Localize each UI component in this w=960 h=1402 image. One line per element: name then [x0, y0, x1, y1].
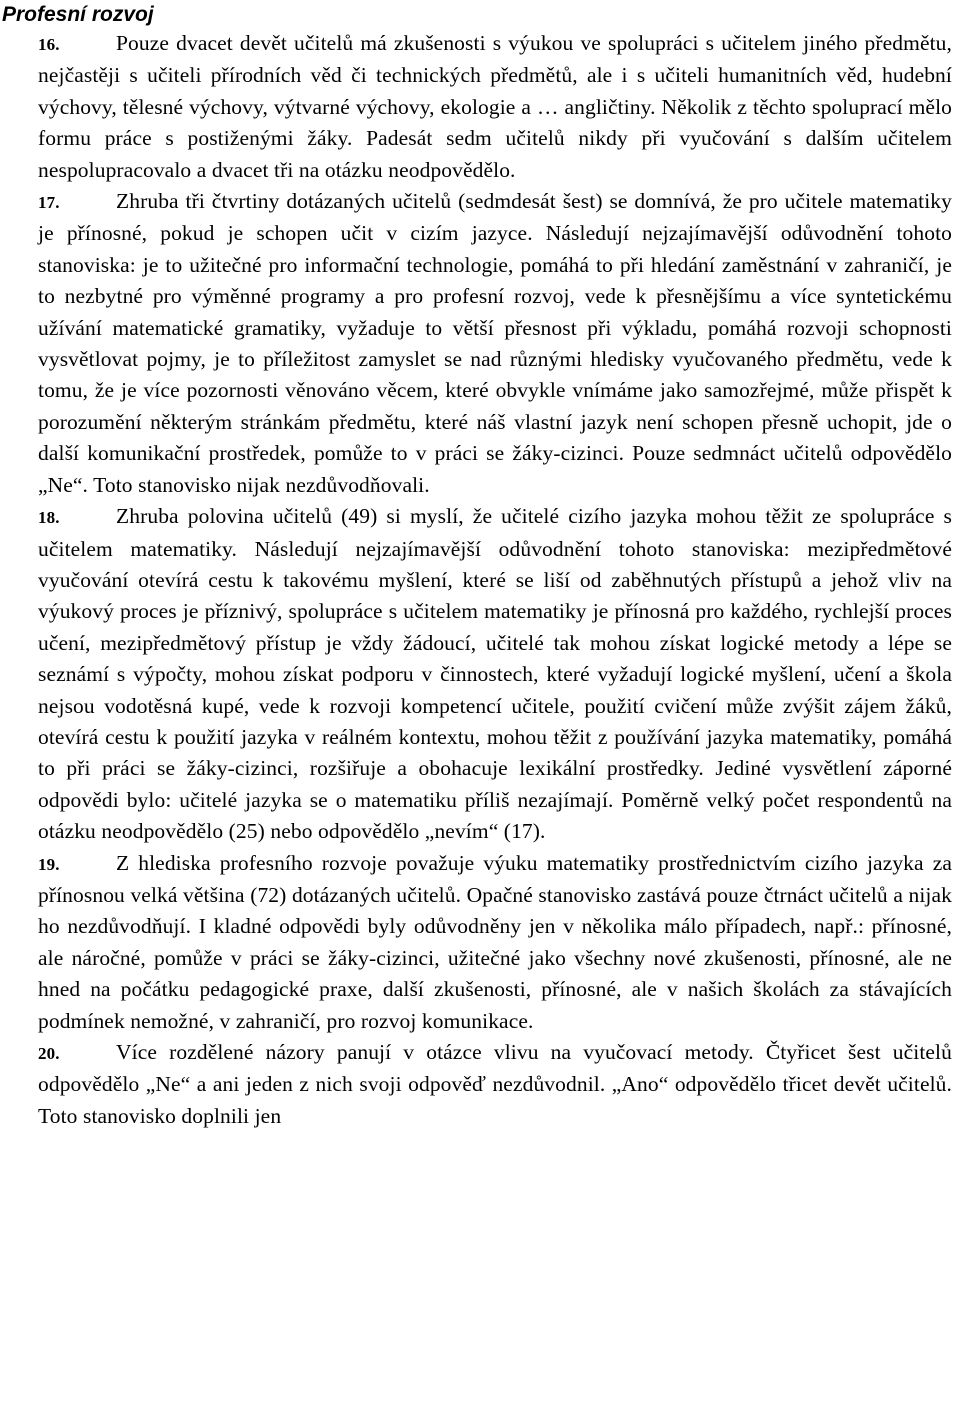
paragraph-17: [38, 186, 952, 501]
paragraph-text: Více rozdělené názory panují v otázce vlivu na vyučovací metody. Čtyřicet šest učitelů odpovědělo „Ne“ a ani jeden z nich svoji odpověď nezdůvodnil. „Ano“ odpovědělo třicet devět učitelů. Toto stanovisko doplnili jen: [38, 1040, 952, 1128]
paragraph-text: Z hlediska profesního rozvoje považuje výuku matematiky prostřednictvím cizího jazyka za přínosnou velká většina (72) dotázaných učitelů. Opačné stanovisko zastává pouze čtrnáct učitelů a nijak ho nezdůvodňují. I kladné odpovědi byly odůvodněny jen v několika málo případech, např.: přínosné, ale náročné, pomůže v práci se žáky-cizinci, užitečné jako všechny nové zkušenosti, přínosné, ale ne hned na počátku pedagogické praxe, další zkušenosti, přínosné, ale v našich školách za stávajících podmínek nemožné, v zahraničí, pro rozvoj komunikace.: [38, 850, 952, 1033]
paragraph-text: Zhruba polovina učitelů (49) si myslí, že učitelé cizího jazyka mohou těžit ze spolupráce s učitelem matematiky. Následují nejzajímavější odůvodnění tohoto stanoviska: mezipředmětové vyučování otevírá cestu k takovému myšlení, které se liší od zaběhnutých přístupů a jehož vliv na výukový proces je příznivý, spolupráce s učitelem matematiky je přínosná pro každého, rychlejší proces učení, mezipředmětový přístup je vždy žádoucí, učitelé tak mohou získat logické metody a lépe se seznámí s výpočty, mohou získat podporu v činnostech, které vyžadují logické myšlení, učení a škola nejsou vodotěsná kupé, vede k rozvoji kompetencí učitele, použití cvičení může zvýšit zájem žáků, otevírá cestu k použití jazyka v reálném kontextu, mohou těžit z používání jazyka matematiky, pomáhá to při práci se žáky-cizinci, rozšiřuje a obohacuje lexikální prostředky. Jediné vysvětlení záporné odpovědi bylo: učitelé jazyka se o matematiku příliš nezajímají. Poměrně velký počet respondentů na otázku neodpovědělo (25) nebo odpovědělo „nevím“ (17).: [38, 504, 952, 844]
paragraph-19: [38, 848, 952, 1037]
paragraph-16: [38, 28, 952, 186]
item-number: 19.: [38, 854, 60, 874]
item-number: 17.: [38, 193, 60, 213]
paragraph-text: Pouze dvacet devět učitelů má zkušenosti s výukou ve spolupráci s učitelem jiného předmětu, nejčastěji s učiteli přírodních věd či technických předmětů, ale i s učiteli humanitních věd, hudební výchovy, tělesné výchovy, výtvarné výchovy, ekologie a … angličtiny. Několik z těchto spoluprací mělo formu práce s postiženými žáky. Padesát sedm učitelů nikdy při vyučování s dalším učitelem nespolupracovalo a dvacet tři na otázku neodpovědělo.: [38, 31, 952, 182]
item-number: 20.: [38, 1044, 60, 1063]
item-number: 18.: [38, 508, 60, 528]
paragraph-18: [38, 501, 952, 847]
paragraph-text: Zhruba tři čtvrtiny dotázaných učitelů (sedmdesát šest) se domnívá, že pro učitele matematiky je přínosné, pokud je schopen učit v cizím jazyce. Následují nejzajímavější odůvodnění tohoto stanoviska: je to užitečné pro informační technologie, pomáhá to při hledání zaměstnání v zahraničí, je to nezbytné pro výměnné programy a pro profesní rozvoj, vede k přesnějšímu a více syntetickému užívání matematické gramatiky, vyžaduje to větší přesnost při výkladu, pomáhá rozvoji schopnosti vysvětlovat pojmy, je to příležitost zamyslet se nad různými hledisky vyučovaného předmětu, vede k tomu, že je více pozornosti věnováno věcem, které obvykle vnímáme jako samozřejmé, může přispět k porozumění některým stránkám předmětu, které náš vlastní jazyk není schopen přesně uchopit, jde o další komunikační prostředek, pomůže to v práci se žáky-cizinci. Pouze sedmnáct učitelů odpovědělo „Ne“. Toto stanovisko nijak nezdůvodňovali.: [38, 189, 952, 497]
item-number: 16.: [38, 35, 60, 54]
paragraph-20: [38, 1037, 952, 1132]
section-heading: Profesní rozvoj: [2, 3, 154, 26]
